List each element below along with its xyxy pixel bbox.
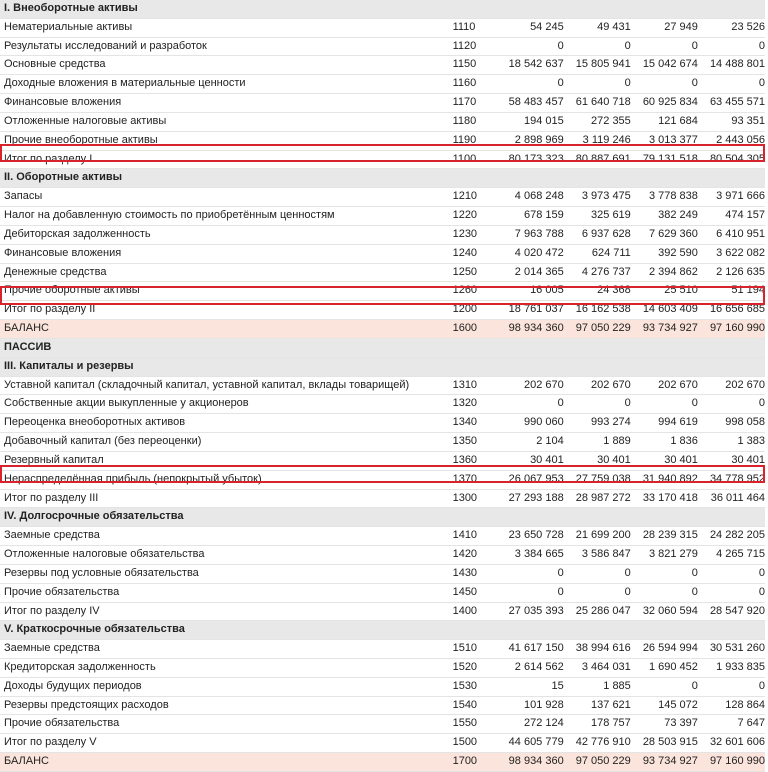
row-label: Финансовые вложения: [0, 94, 449, 113]
row-value: 36 011 464: [698, 489, 765, 508]
row-value: 80 504 305: [698, 150, 765, 169]
row-value: 93 734 927: [631, 320, 698, 339]
row-value: 993 274: [564, 414, 631, 433]
row-value: 6 937 628: [564, 225, 631, 244]
row-value: 1 933 835: [698, 658, 765, 677]
row-code: 1160: [449, 75, 497, 94]
row-label: Отложенные налоговые активы: [0, 112, 449, 131]
row-value: 272 355: [564, 112, 631, 131]
section-total-row: [0, 301, 765, 320]
row-code: 1100: [449, 150, 497, 169]
row-value: 23 650 728: [497, 527, 564, 546]
table-row: [0, 37, 765, 56]
row-value: 624 711: [564, 244, 631, 263]
row-label: Резервы предстоящих расходов: [0, 696, 449, 715]
row-label: Переоценка внеоборотных активов: [0, 414, 449, 433]
section-title: II. Оборотные активы: [0, 169, 765, 188]
row-code: 1300: [449, 489, 497, 508]
row-code: 1210: [449, 188, 497, 207]
row-code: 1600: [449, 320, 497, 339]
row-value: 0: [698, 583, 765, 602]
row-value: 2 443 056: [698, 131, 765, 150]
row-value: 4 265 715: [698, 546, 765, 565]
row-value: 30 531 260: [698, 640, 765, 659]
row-value: 28 239 315: [631, 527, 698, 546]
row-value: 7 963 788: [497, 225, 564, 244]
row-value: 97 050 229: [564, 753, 631, 772]
section-header: [0, 0, 765, 18]
row-value: 30 401: [698, 451, 765, 470]
table-row: [0, 583, 765, 602]
section-title: IV. Долгосрочные обязательства: [0, 508, 765, 527]
row-value: 27 759 038: [564, 470, 631, 489]
row-value: 31 940 892: [631, 470, 698, 489]
table-row: [0, 696, 765, 715]
row-code: 1110: [449, 18, 497, 37]
row-value: 2 014 365: [497, 263, 564, 282]
table-row: [0, 282, 765, 301]
row-label: Заемные средства: [0, 527, 449, 546]
table-row: [0, 677, 765, 696]
table-row: [0, 131, 765, 150]
section-total-row: [0, 489, 765, 508]
row-label: Прочие обязательства: [0, 583, 449, 602]
table-row: [0, 225, 765, 244]
row-value: 97 160 990: [698, 320, 765, 339]
row-label: Собственные акции выкупленные у акционеров: [0, 395, 449, 414]
row-value: 27 293 188: [497, 489, 564, 508]
row-value: 3 464 031: [564, 658, 631, 677]
row-value: 93 351: [698, 112, 765, 131]
row-value: 14 488 801: [698, 56, 765, 75]
row-value: 15: [497, 677, 564, 696]
row-code: 1500: [449, 734, 497, 753]
row-code: 1420: [449, 546, 497, 565]
row-code: 1310: [449, 376, 497, 395]
row-code: 1510: [449, 640, 497, 659]
row-value: 4 068 248: [497, 188, 564, 207]
row-value: 1 836: [631, 433, 698, 452]
row-value: 97 050 229: [564, 320, 631, 339]
row-code: 1340: [449, 414, 497, 433]
table-row: [0, 546, 765, 565]
row-value: 4 276 737: [564, 263, 631, 282]
row-code: 1430: [449, 564, 497, 583]
row-value: 0: [631, 583, 698, 602]
table-row: [0, 470, 765, 489]
row-value: 97 160 990: [698, 753, 765, 772]
row-value: 18 542 637: [497, 56, 564, 75]
row-value: 202 670: [631, 376, 698, 395]
row-label: Основные средства: [0, 56, 449, 75]
row-value: 93 734 927: [631, 753, 698, 772]
row-value: 24 282 205: [698, 527, 765, 546]
section-title: III. Капиталы и резервы: [0, 357, 765, 376]
table-row: [0, 376, 765, 395]
row-value: 2 104: [497, 433, 564, 452]
row-value: 98 934 360: [497, 753, 564, 772]
row-value: 0: [564, 395, 631, 414]
table-row: [0, 94, 765, 113]
row-value: 0: [698, 395, 765, 414]
row-value: 3 119 246: [564, 131, 631, 150]
row-value: 1 383: [698, 433, 765, 452]
row-value: 0: [564, 37, 631, 56]
row-value: 3 821 279: [631, 546, 698, 565]
row-value: 0: [698, 677, 765, 696]
section-title: I. Внеоборотные активы: [0, 0, 765, 18]
row-value: 18 761 037: [497, 301, 564, 320]
section-total-row: [0, 150, 765, 169]
row-value: 79 131 518: [631, 150, 698, 169]
row-code: 1400: [449, 602, 497, 621]
row-value: 23 526: [698, 18, 765, 37]
row-value: 0: [631, 677, 698, 696]
row-code: 1150: [449, 56, 497, 75]
row-value: 42 776 910: [564, 734, 631, 753]
row-code: 1260: [449, 282, 497, 301]
row-value: 2 898 969: [497, 131, 564, 150]
row-label: Итог по разделу V: [0, 734, 449, 753]
row-code: 1240: [449, 244, 497, 263]
row-value: 128 864: [698, 696, 765, 715]
table-row: [0, 451, 765, 470]
table-row: [0, 433, 765, 452]
row-value: 382 249: [631, 207, 698, 226]
row-value: 4 020 472: [497, 244, 564, 263]
row-value: 80 887 691: [564, 150, 631, 169]
table-row: [0, 602, 765, 621]
table-row: [0, 395, 765, 414]
row-code: 1370: [449, 470, 497, 489]
row-value: 2 126 635: [698, 263, 765, 282]
row-value: 26 067 953: [497, 470, 564, 489]
row-label: Результаты исследований и разработок: [0, 37, 449, 56]
row-value: 80 173 323: [497, 150, 564, 169]
row-code: 1450: [449, 583, 497, 602]
row-value: 1 690 452: [631, 658, 698, 677]
table-row: [0, 56, 765, 75]
table-row: [0, 112, 765, 131]
row-value: 3 622 082: [698, 244, 765, 263]
row-value: 61 640 718: [564, 94, 631, 113]
row-value: 0: [564, 75, 631, 94]
table-row: [0, 527, 765, 546]
balance-row: [0, 753, 765, 772]
row-code: 1250: [449, 263, 497, 282]
row-value: 49 431: [564, 18, 631, 37]
row-value: 63 455 571: [698, 94, 765, 113]
row-value: 0: [497, 37, 564, 56]
table-row: [0, 564, 765, 583]
row-value: 34 778 952: [698, 470, 765, 489]
row-value: 30 401: [497, 451, 564, 470]
row-value: 2 614 562: [497, 658, 564, 677]
table-row: [0, 244, 765, 263]
table-row: [0, 207, 765, 226]
row-value: 1 885: [564, 677, 631, 696]
row-value: 25 510: [631, 282, 698, 301]
row-label: Финансовые вложения: [0, 244, 449, 263]
row-value: 15 805 941: [564, 56, 631, 75]
row-value: 33 170 418: [631, 489, 698, 508]
row-value: 21 699 200: [564, 527, 631, 546]
row-value: 994 619: [631, 414, 698, 433]
row-label: Прочие оборотные активы: [0, 282, 449, 301]
row-code: 1700: [449, 753, 497, 772]
row-value: 54 245: [497, 18, 564, 37]
row-value: 0: [631, 75, 698, 94]
row-value: 38 994 616: [564, 640, 631, 659]
row-value: 0: [631, 37, 698, 56]
row-code: 1520: [449, 658, 497, 677]
row-value: 2 394 862: [631, 263, 698, 282]
row-label: Нематериальные активы: [0, 18, 449, 37]
row-value: 0: [698, 37, 765, 56]
row-value: 27 949: [631, 18, 698, 37]
row-code: 1530: [449, 677, 497, 696]
row-value: 44 605 779: [497, 734, 564, 753]
table-row: [0, 263, 765, 282]
row-label: Итог по разделу IV: [0, 602, 449, 621]
row-code: 1200: [449, 301, 497, 320]
row-value: 16 162 538: [564, 301, 631, 320]
row-value: 60 925 834: [631, 94, 698, 113]
row-code: 1350: [449, 433, 497, 452]
row-label: Резервы под условные обязательства: [0, 564, 449, 583]
row-label: Запасы: [0, 188, 449, 207]
row-label: Прочие внеоборотные активы: [0, 131, 449, 150]
table-row: [0, 414, 765, 433]
row-code: 1550: [449, 715, 497, 734]
row-label: Кредиторская задолженность: [0, 658, 449, 677]
row-label: Доходы будущих периодов: [0, 677, 449, 696]
row-value: 202 670: [698, 376, 765, 395]
row-value: 30 401: [564, 451, 631, 470]
table-row: [0, 18, 765, 37]
row-value: 16 656 685: [698, 301, 765, 320]
row-code: 1180: [449, 112, 497, 131]
row-label: Итог по разделу I: [0, 150, 449, 169]
balance-row: [0, 320, 765, 339]
row-value: 0: [497, 75, 564, 94]
row-value: 7 629 360: [631, 225, 698, 244]
row-label: Денежные средства: [0, 263, 449, 282]
row-value: 0: [698, 564, 765, 583]
row-value: 28 503 915: [631, 734, 698, 753]
row-label: Итог по разделу II: [0, 301, 449, 320]
table-row: [0, 658, 765, 677]
row-value: 16 005: [497, 282, 564, 301]
row-value: 7 647: [698, 715, 765, 734]
section-title: V. Краткосрочные обязательства: [0, 621, 765, 640]
row-value: 325 619: [564, 207, 631, 226]
row-code: 1120: [449, 37, 497, 56]
row-label: Прочие обязательства: [0, 715, 449, 734]
row-value: 25 286 047: [564, 602, 631, 621]
row-value: 0: [564, 564, 631, 583]
row-value: 27 035 393: [497, 602, 564, 621]
section-header: [0, 357, 765, 376]
row-label: Резервный капитал: [0, 451, 449, 470]
row-value: 30 401: [631, 451, 698, 470]
row-label: Налог на добавленную стоимость по приобретённым ценностям: [0, 207, 449, 226]
row-value: 145 072: [631, 696, 698, 715]
row-label: Доходные вложения в материальные ценности: [0, 75, 449, 94]
row-code: 1230: [449, 225, 497, 244]
row-value: 3 013 377: [631, 131, 698, 150]
row-value: 0: [564, 583, 631, 602]
row-value: 28 547 920: [698, 602, 765, 621]
row-value: 58 483 457: [497, 94, 564, 113]
section-header: [0, 621, 765, 640]
row-label: Дебиторская задолженность: [0, 225, 449, 244]
row-value: 32 060 594: [631, 602, 698, 621]
row-value: 0: [497, 395, 564, 414]
row-value: 0: [631, 395, 698, 414]
row-value: 15 042 674: [631, 56, 698, 75]
row-value: 1 889: [564, 433, 631, 452]
row-value: 202 670: [564, 376, 631, 395]
row-value: 990 060: [497, 414, 564, 433]
row-value: 0: [631, 564, 698, 583]
row-label: БАЛАНС: [0, 753, 449, 772]
section-header: [0, 169, 765, 188]
row-value: 3 586 847: [564, 546, 631, 565]
row-code: 1170: [449, 94, 497, 113]
row-value: 6 410 951: [698, 225, 765, 244]
row-value: 137 621: [564, 696, 631, 715]
row-value: 3 973 475: [564, 188, 631, 207]
table-row: [0, 715, 765, 734]
row-value: 678 159: [497, 207, 564, 226]
passive-title: ПАССИВ: [0, 338, 765, 357]
row-value: 3 384 665: [497, 546, 564, 565]
row-value: 202 670: [497, 376, 564, 395]
table-row: [0, 75, 765, 94]
row-code: 1540: [449, 696, 497, 715]
row-value: 474 157: [698, 207, 765, 226]
row-value: 51 194: [698, 282, 765, 301]
row-value: 194 015: [497, 112, 564, 131]
row-code: 1190: [449, 131, 497, 150]
row-code: 1320: [449, 395, 497, 414]
row-value: 392 590: [631, 244, 698, 263]
row-value: 0: [698, 75, 765, 94]
row-value: 26 594 994: [631, 640, 698, 659]
row-value: 98 934 360: [497, 320, 564, 339]
row-value: 998 058: [698, 414, 765, 433]
row-value: 73 397: [631, 715, 698, 734]
row-label: Уставной капитал (складочный капитал, уставной капитал, вклады товарищей): [0, 376, 449, 395]
row-value: 32 601 606: [698, 734, 765, 753]
section-header: [0, 508, 765, 527]
table-row: [0, 640, 765, 659]
passive-header: [0, 338, 765, 357]
row-value: 272 124: [497, 715, 564, 734]
row-value: 0: [497, 583, 564, 602]
row-value: 28 987 272: [564, 489, 631, 508]
row-value: 0: [497, 564, 564, 583]
row-value: 3 971 666: [698, 188, 765, 207]
row-value: 41 617 150: [497, 640, 564, 659]
row-value: 101 928: [497, 696, 564, 715]
row-label: Заемные средства: [0, 640, 449, 659]
row-label: Итог по разделу III: [0, 489, 449, 508]
row-value: 3 778 838: [631, 188, 698, 207]
row-label: Добавочный капитал (без переоценки): [0, 433, 449, 452]
row-code: 1220: [449, 207, 497, 226]
row-label: БАЛАНС: [0, 320, 449, 339]
row-label: Нераспределённая прибыль (непокрытый убыток): [0, 470, 449, 489]
row-value: 178 757: [564, 715, 631, 734]
row-value: 121 684: [631, 112, 698, 131]
row-value: 14 603 409: [631, 301, 698, 320]
row-label: Отложенные налоговые обязательства: [0, 546, 449, 565]
row-code: 1410: [449, 527, 497, 546]
row-code: 1360: [449, 451, 497, 470]
table-row: [0, 188, 765, 207]
row-value: 24 368: [564, 282, 631, 301]
